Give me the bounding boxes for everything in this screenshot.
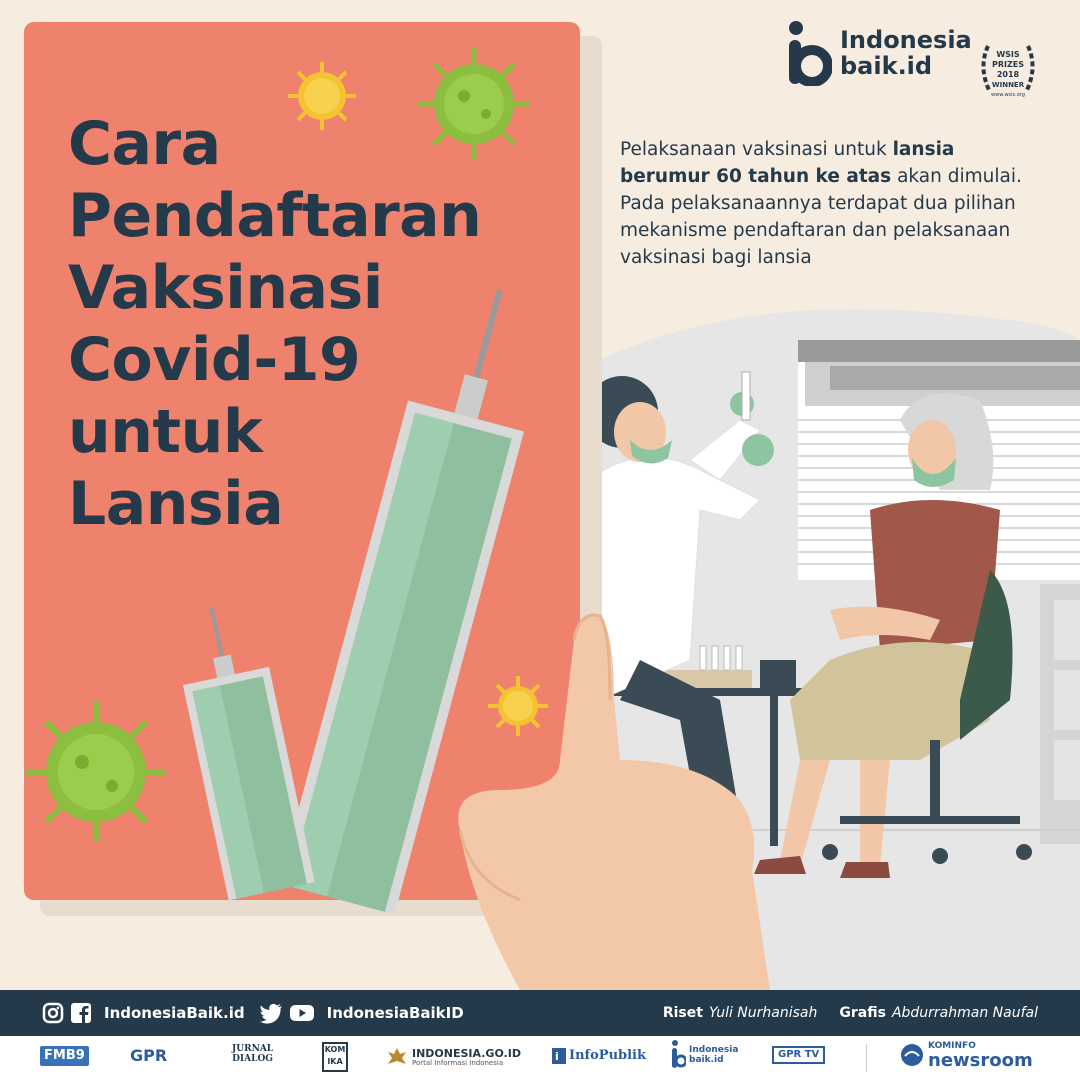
wsis-prize-badge xyxy=(976,38,1040,102)
social-handle[interactable]: IndonesiaBaik.id xyxy=(104,1004,245,1022)
social-handle[interactable]: IndonesiaBaikID xyxy=(326,1004,464,1022)
description-text xyxy=(620,136,1040,271)
ib-line2: baik.id xyxy=(689,1055,724,1065)
riset-label: Riset xyxy=(662,1005,703,1021)
credits xyxy=(663,990,1038,1036)
indonesia-go-id-logo[interactable] xyxy=(386,1046,521,1068)
title-line: untuk xyxy=(68,397,263,467)
indonesia-subtext: Portal Informasi Indonesia xyxy=(412,1058,504,1067)
fmb9-logo[interactable]: FMB9 xyxy=(40,1046,89,1066)
prize-line: WSIS xyxy=(996,50,1020,59)
instagram-icon[interactable] xyxy=(42,1002,64,1024)
social-group-1 xyxy=(42,1002,245,1024)
kominfo-newsroom-logo[interactable] xyxy=(900,1040,1033,1070)
jurnal-dialog-logo[interactable] xyxy=(232,1044,273,1064)
gpr-logo[interactable]: GPR xyxy=(130,1046,168,1065)
youtube-icon[interactable] xyxy=(289,1003,315,1023)
infopublik-logo[interactable] xyxy=(552,1046,646,1066)
title-line: Lansia xyxy=(68,469,284,539)
newsroom-text: newsroom xyxy=(928,1050,1033,1071)
indonesia-text: INDONESIA.GO.ID xyxy=(412,1046,521,1060)
footer-bar xyxy=(0,990,1080,1036)
social-group-2 xyxy=(259,1002,464,1024)
indonesiabaik-logo-icon xyxy=(788,20,832,86)
partner-divider xyxy=(866,1044,867,1072)
logo-line2: baik.id xyxy=(840,52,933,80)
partner-logos xyxy=(0,1036,1080,1080)
prize-text xyxy=(990,50,1026,100)
prize-line: WINNER xyxy=(991,81,1025,89)
kominfo-icon xyxy=(900,1043,924,1067)
facebook-icon[interactable] xyxy=(70,1002,92,1024)
indonesiabaik-logo xyxy=(788,20,972,86)
indonesiabaik-small-logo[interactable] xyxy=(672,1040,738,1070)
garuda-icon xyxy=(386,1046,408,1068)
title-line: Pendaftaran xyxy=(68,181,482,251)
kominfo-text: KOMINFO xyxy=(928,1041,976,1051)
description-part: akan dimulai. Pada pelaksanaannya terdapat dua pilihan mekanisme pendaftaran dan pelaksanaan vaksinasi bagi lansia xyxy=(620,166,1022,268)
svg-text:i: i xyxy=(555,1050,559,1063)
gpr-tv-logo[interactable]: GPR TV xyxy=(772,1046,825,1064)
grafis-name: Abdurrahman Naufal xyxy=(891,1005,1038,1021)
prize-line: PRIZES xyxy=(991,60,1025,69)
ib-line1: Indonesia xyxy=(689,1045,739,1055)
infopublik-text: InfoPublik xyxy=(569,1048,646,1063)
dialog-text: DIALOG xyxy=(232,1054,273,1064)
prize-line: www.wsis.org xyxy=(991,92,1025,98)
jurnal-text: JURNAL xyxy=(232,1044,274,1054)
twitter-icon[interactable] xyxy=(259,1002,283,1024)
logo-line1: Indonesia xyxy=(840,26,972,54)
prize-line: 2018 xyxy=(996,70,1020,79)
description-part: Pelaksanaan vaksinasi untuk xyxy=(620,139,893,160)
grafis-label: Grafis xyxy=(839,1005,886,1021)
indonesiabaik-small-icon xyxy=(672,1040,686,1070)
title-line: Cara xyxy=(68,109,221,179)
komika-logo[interactable]: KOM IKA xyxy=(322,1042,348,1072)
infopublik-icon xyxy=(552,1048,566,1064)
logo-text xyxy=(840,27,972,79)
riset-name: Yuli Nurhanisah xyxy=(708,1005,818,1021)
title-line: Covid-19 xyxy=(68,325,361,395)
description-bold: lansia berumur 60 tahun ke atas xyxy=(620,139,955,187)
title-line: Vaksinasi xyxy=(68,253,383,323)
